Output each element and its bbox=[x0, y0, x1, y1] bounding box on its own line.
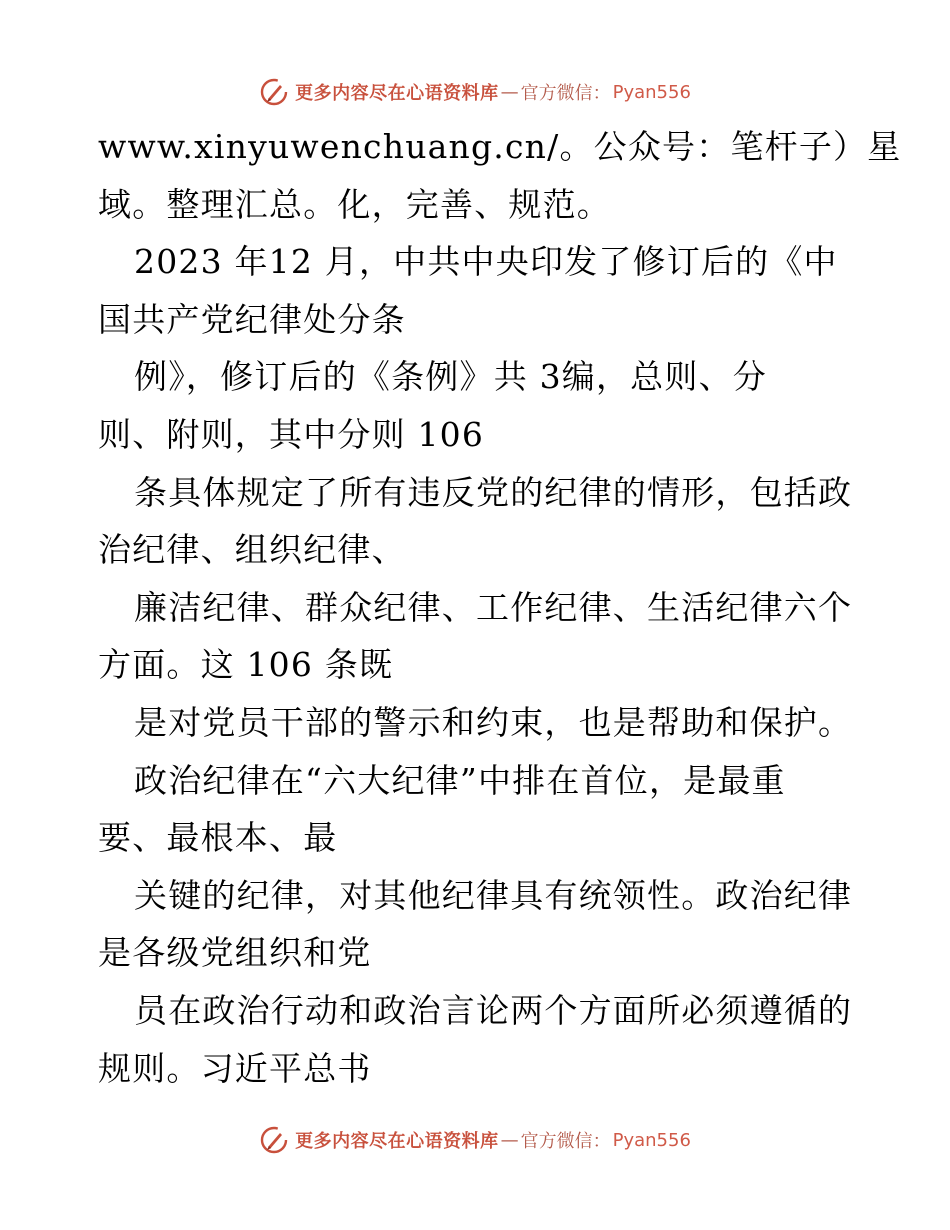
text-line: 则、附则，其中分则 106 bbox=[98, 414, 485, 454]
banner-separator: — bbox=[500, 81, 519, 103]
wechat-id: Pyan556 bbox=[612, 1129, 691, 1151]
banner-separator: — bbox=[500, 1129, 519, 1151]
text-line: 是对党员干部的警示和约束，也是帮助和保护。 bbox=[134, 702, 853, 742]
text-line: 廉洁纪律、群众纪律、工作纪律、生活纪律六个 bbox=[134, 587, 853, 627]
text-line: 员在政治行动和政治言论两个方面所必须遵循的 bbox=[134, 990, 853, 1030]
banner-title: 更多内容尽在心语资料库 bbox=[295, 1131, 499, 1152]
text-line: 例》，修订后的《条例》共 3编，总则、分 bbox=[134, 357, 767, 397]
wechat-id: Pyan556 bbox=[612, 81, 691, 103]
quill-pen-icon bbox=[259, 1125, 289, 1155]
text-line: 政治纪律在“六大纪律”中排在首位，是最重 bbox=[134, 760, 786, 800]
banner-title: 更多内容尽在心语资料库 bbox=[295, 83, 499, 104]
wechat-label: 官方微信： bbox=[520, 83, 611, 104]
text-line: 国共产党纪律处分条 bbox=[98, 299, 406, 339]
text-line: 方面。这 106 条既 bbox=[98, 645, 394, 685]
text-line: 关键的纪律，对其他纪律具有统领性。政治纪律 bbox=[134, 875, 853, 915]
text-line: 域。整理汇总。化，完善、规范。 bbox=[98, 184, 611, 224]
text-line: 治纪律、组织纪律、 bbox=[98, 530, 406, 570]
text-line: 条具体规定了所有违反党的纪律的情形，包括政 bbox=[134, 472, 853, 512]
footer-banner bbox=[0, 1120, 950, 1160]
quill-pen-icon bbox=[259, 77, 289, 107]
wechat-label: 官方微信： bbox=[520, 1131, 611, 1152]
text-line: 规则。习近平总书 bbox=[98, 1048, 372, 1088]
text-line: 要、最根本、最 bbox=[98, 818, 338, 858]
text-line: 2023 年12 月，中共中央印发了修订后的《中 bbox=[134, 242, 838, 282]
text-line: www.xinyuwenchuang.cn/。公众号：笔杆子）星 bbox=[98, 127, 902, 166]
document-body bbox=[98, 118, 902, 1097]
text-line: 是各级党组织和党 bbox=[98, 933, 372, 973]
header-banner bbox=[0, 72, 950, 112]
